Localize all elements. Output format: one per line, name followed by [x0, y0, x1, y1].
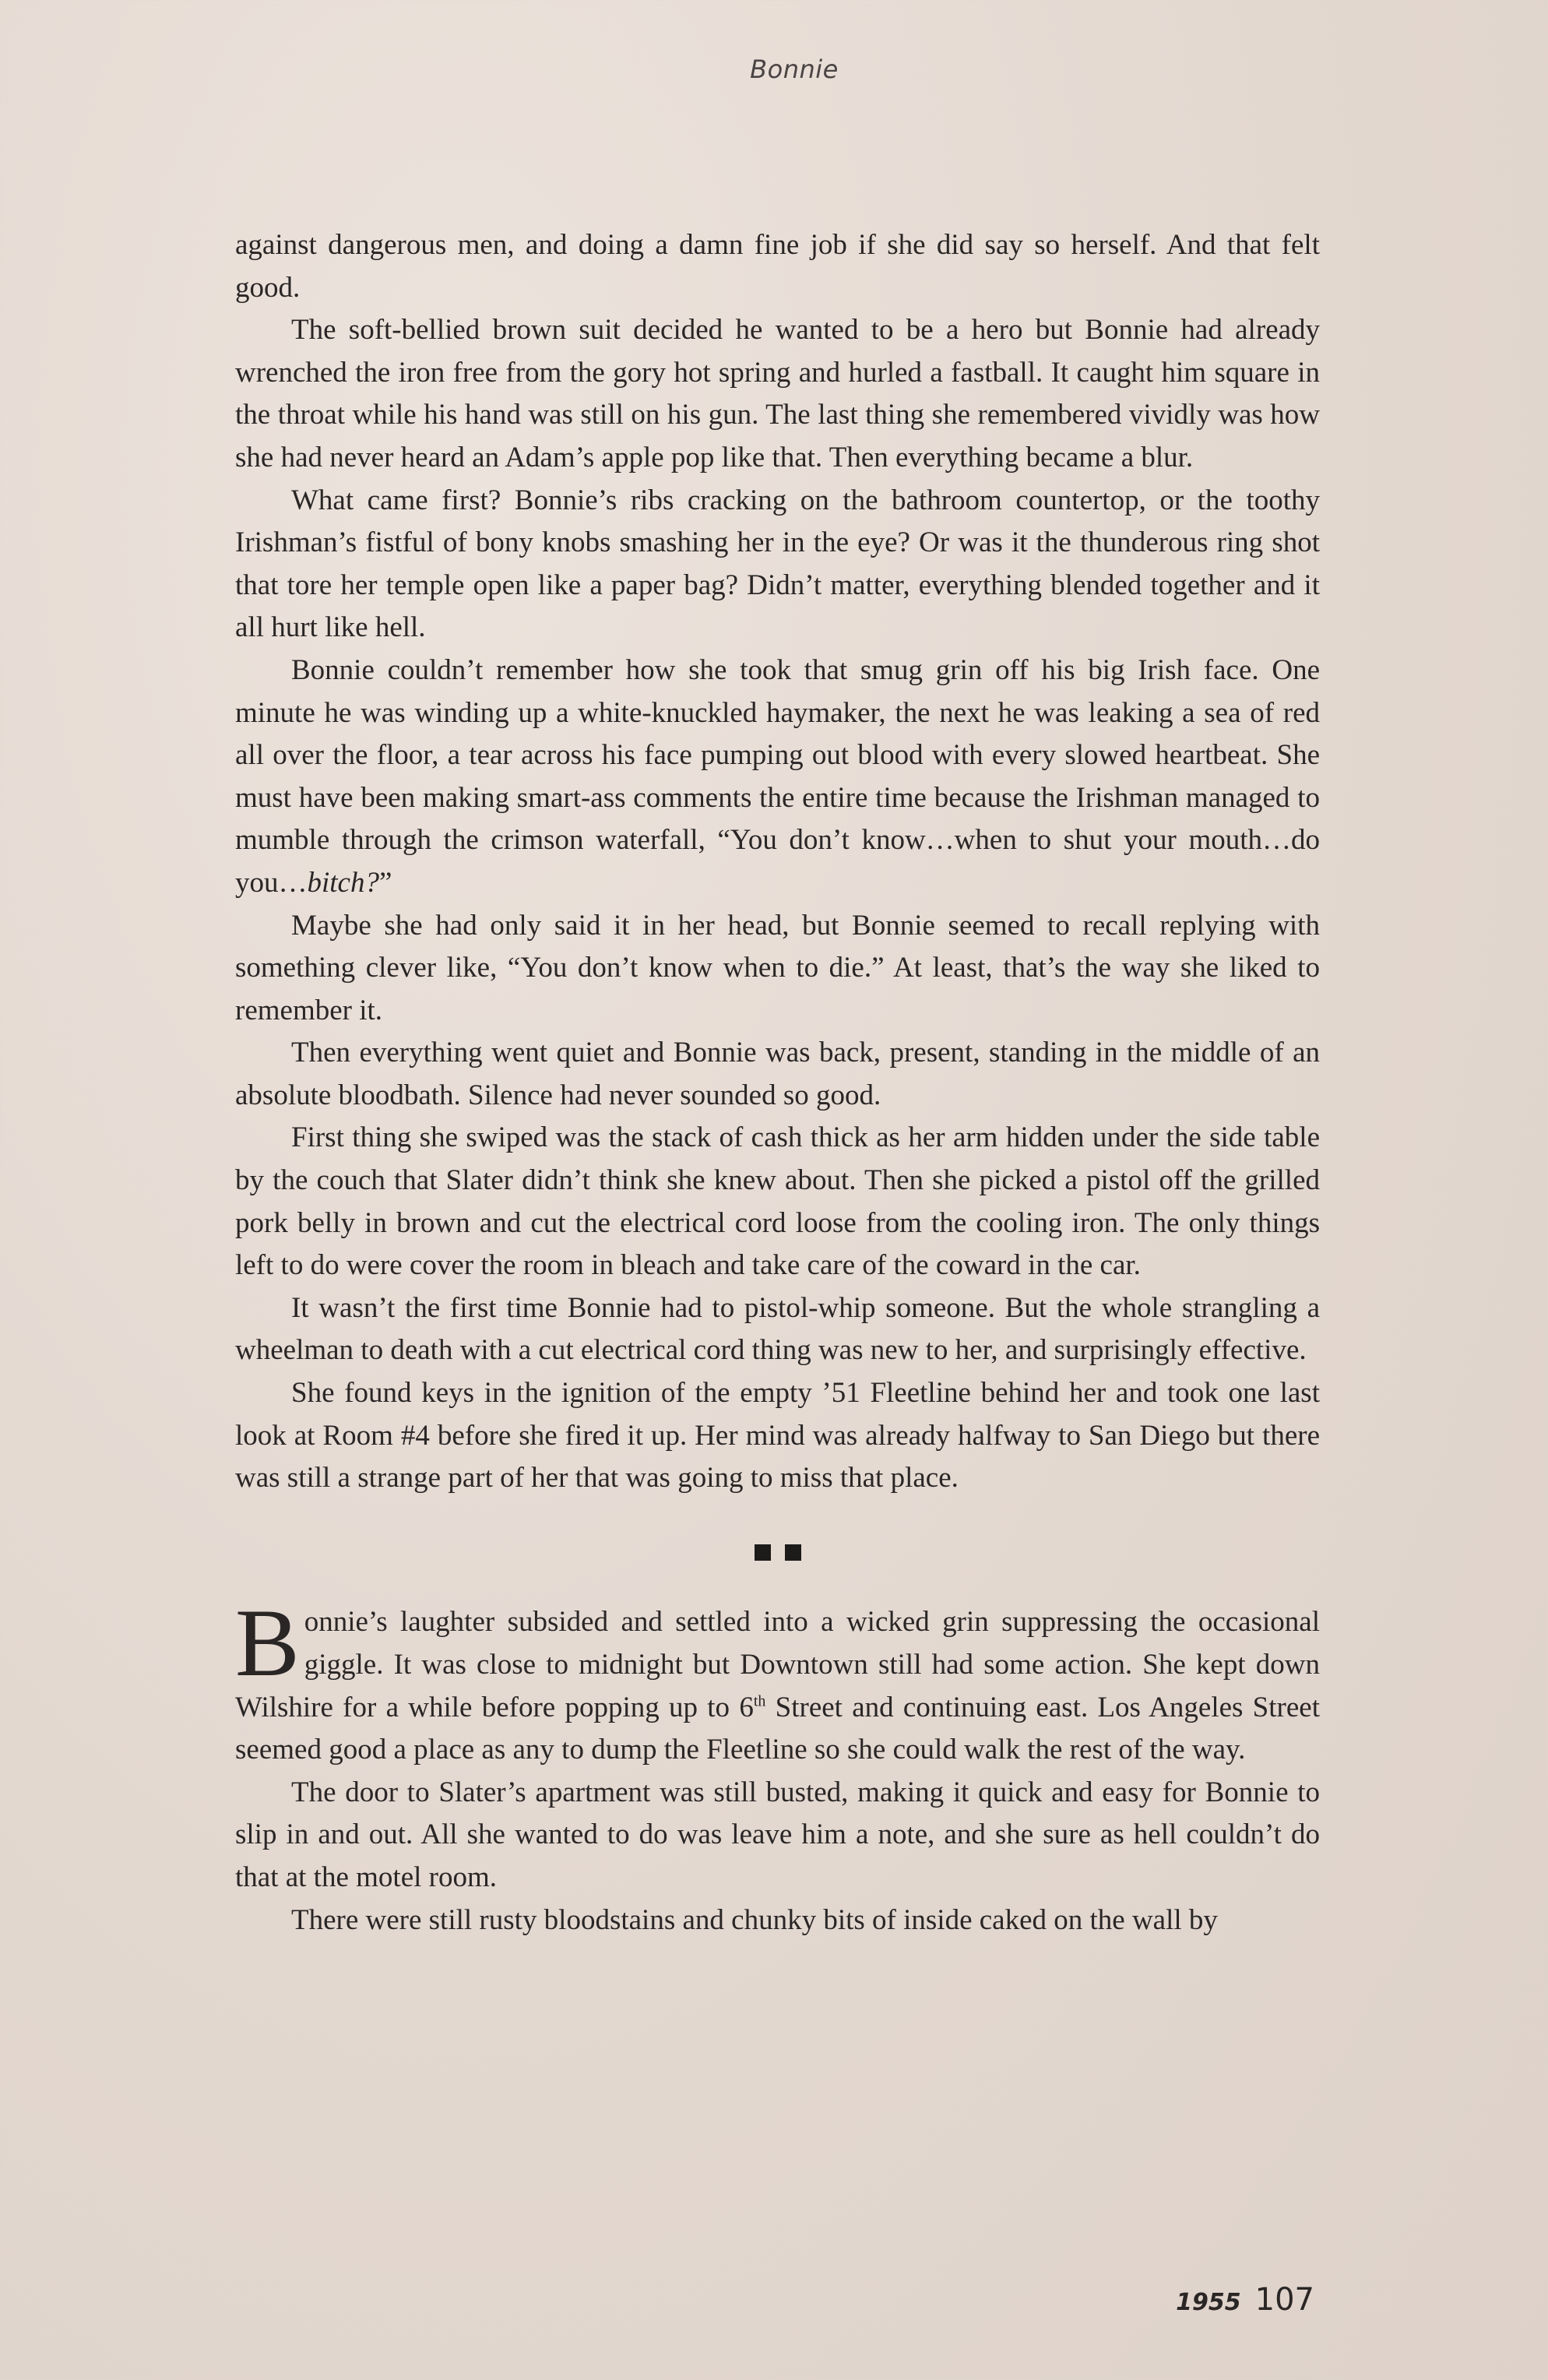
ornament-square — [755, 1544, 771, 1561]
italic-word: bitch? — [307, 866, 379, 899]
paragraph: Maybe she had only said it in her head, but Bonnie seemed to recall replying with something clever like, “You don’t know when to die.” At least, that’s the way she liked to remember it. — [235, 909, 1320, 1026]
paragraph: It wasn’t the first time Bonnie had to pistol-whip someone. But the whole strangling a wheelman to death with a cut electrical cord thing was new to her, and surprisingly effective. — [235, 1291, 1320, 1367]
paragraph: What came first? Bonnie’s ribs cracking on the bathroom countertop, or the toothy Irishman’s fistful of bony knobs smashing her in the eye? Or was it the thunderous ring shot that tore her temple open like a paper bag? Didn’t matter, everything blended together and it all hurt like hell. — [235, 484, 1320, 644]
running-head: Bonnie — [750, 55, 839, 84]
superscript: th — [753, 1692, 766, 1710]
paragraph-text: onnie’s laughter subsided and settled into a wicked grin suppressing the occasional giggle. It was close to midnight but Downtown still had some action. She kept down Wilshire for a while before popping up to 6 — [235, 1606, 1320, 1723]
section-break-ornament — [235, 1531, 1320, 1574]
paragraph-text: Bonnie couldn’t remember how she took that smug grin off his big Irish face. One minute he was winding up a white-knuckled haymaker, the next he was leaking a sea of red all over the floor, a tear across his face pumping out blood with every slowed heartbeat. She must have been making smart-ass comments the entire time because the Irishman managed to mumble through the crimson waterfall, “You don’t know…when to shut your mouth…do you… — [235, 653, 1320, 899]
ornament-square — [785, 1544, 801, 1561]
page-number: 107 — [1254, 2282, 1314, 2318]
closing-quote: ” — [378, 866, 392, 899]
footer-title: 1955 — [1176, 2289, 1241, 2316]
drop-cap: B — [235, 1590, 300, 1697]
paragraph: The soft-bellied brown suit decided he wanted to be a hero but Bonnie had already wrenched the iron free from the gory hot spring and hurled a fastball. It caught him square in the throat while his hand was still on his gun. The last thing she remembered vividly was how she had never heard an Adam’s apple pop like that. Then everything became a blur. — [235, 314, 1320, 474]
page-footer — [1176, 2282, 1314, 2318]
paragraph-text: Street and continuing east. Los Angeles Street seemed good a place as any to dump the Fleetline so she could walk the rest of the way. — [235, 1691, 1320, 1766]
paragraph: against dangerous men, and doing a damn fine job if she did say so herself. And that felt good. — [235, 229, 1320, 304]
paragraph: First thing she swiped was the stack of cash thick as her arm hidden under the side table by the couch that Slater didn’t think she knew about. Then she picked a pistol off the grilled pork belly in brown and cut the electrical cord loose from the cooling iron. The only things left to do were cover the room in bleach and take care of the coward in the car. — [235, 1121, 1320, 1282]
paragraph: The door to Slater’s apartment was still busted, making it quick and easy for Bonnie to slip in and out. All she wanted to do was leave him a note, and she sure as hell couldn’t do that at the motel room. — [235, 1776, 1320, 1893]
paragraph: She found keys in the ignition of the empty ’51 Fleetline behind her and took one last look at Room #4 before she fired it up. Her mind was already halfway to San Diego but there was still a strange part of her that was going to miss that place. — [235, 1377, 1320, 1495]
body-text — [235, 224, 1320, 1942]
paragraph: Then everything went quiet and Bonnie was back, present, standing in the middle of an absolute bloodbath. Silence had never sounded so good. — [235, 1037, 1320, 1111]
paragraph — [235, 1590, 1320, 1771]
paragraph: There were still rusty bloodstains and chunky bits of inside caked on the wall by — [291, 1903, 1218, 1936]
paragraph — [235, 650, 1320, 905]
